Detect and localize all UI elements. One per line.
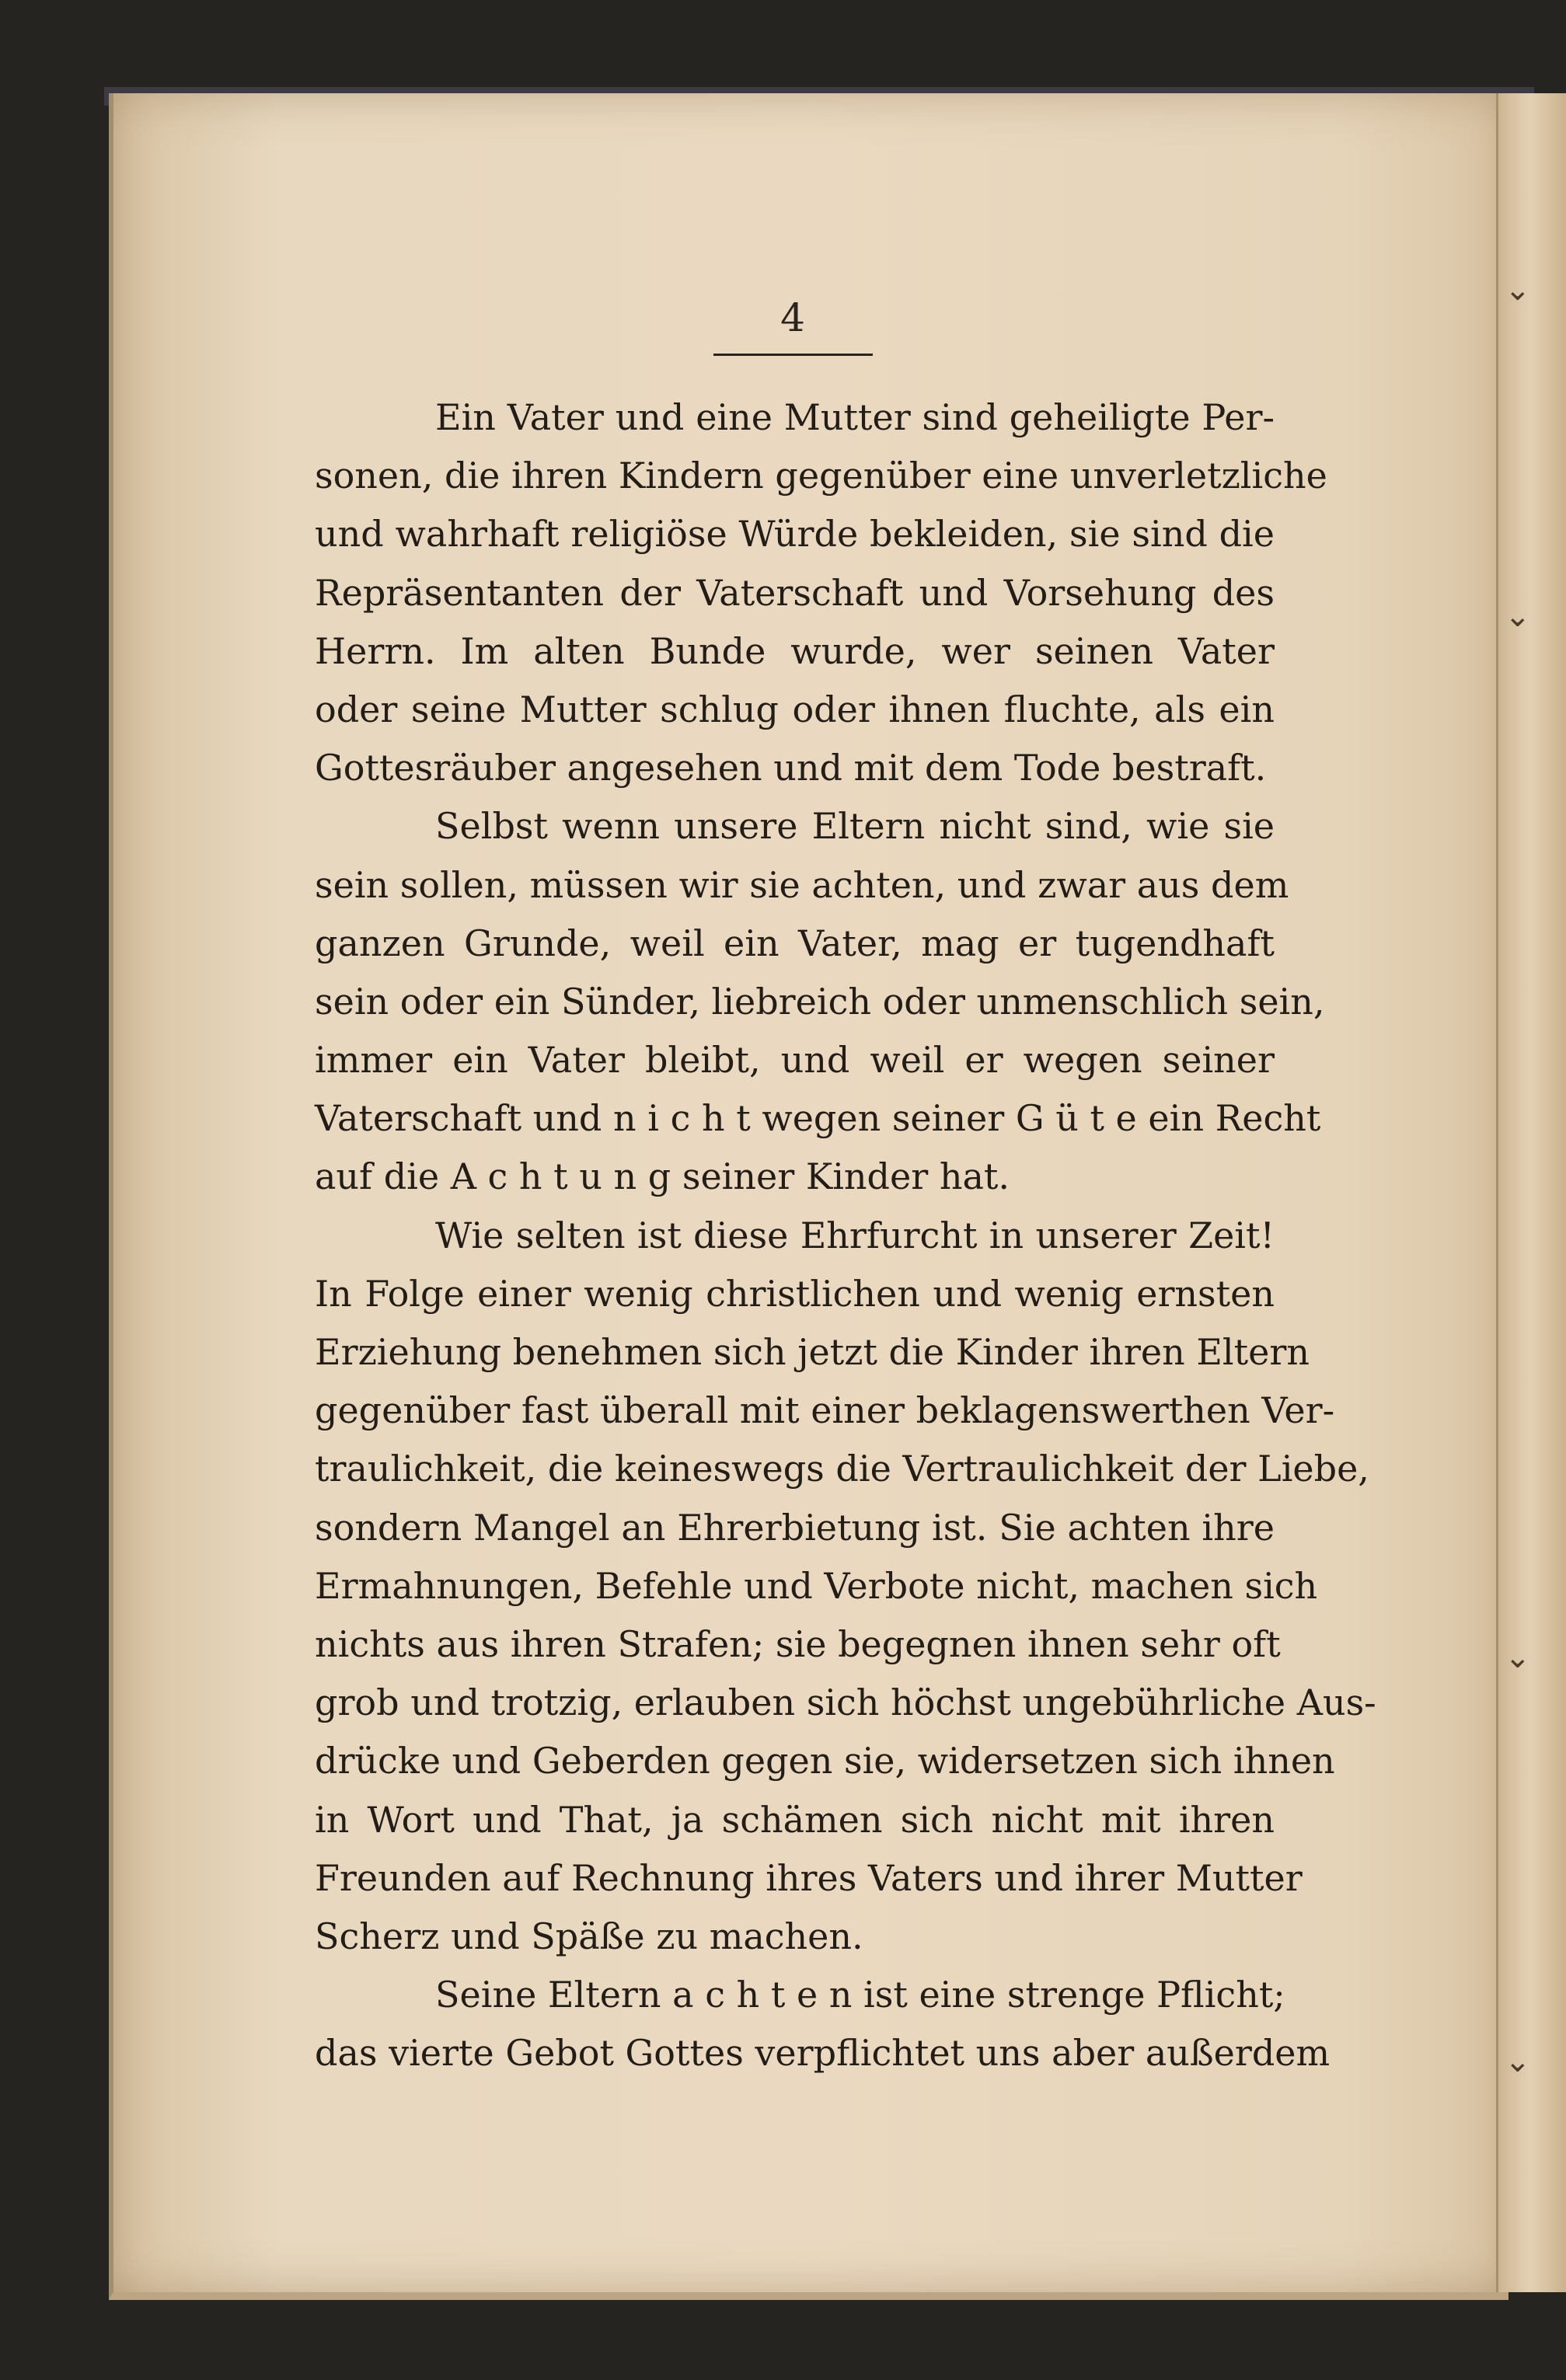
text-line: traulichkeit, die keineswegs die Vertraulichkeit der Liebe, — [315, 1448, 1369, 1490]
binding-thread-icon: ⌄ — [1505, 598, 1531, 634]
text-line: Vaterschaft und n i c h t wegen seiner G ü t e ein Recht — [315, 1097, 1321, 1140]
text-line: oder seine Mutter schlug oder ihnen fluchte, als ein — [315, 688, 1275, 730]
page-number: 4 — [780, 295, 805, 340]
text-line: Selbst wenn unsere Eltern nicht sind, wie sie — [435, 805, 1275, 848]
text-line: In Folge einer wenig christlichen und wenig ernsten — [315, 1272, 1275, 1315]
text-line: grob und trotzig, erlauben sich höchst ungebührliche Aus- — [315, 1681, 1376, 1724]
text-line: immer ein Vater bleibt, und weil er wegen seiner — [315, 1039, 1275, 1082]
binding-thread-icon: ⌄ — [1505, 272, 1531, 308]
text-line: das vierte Gebot Gottes verpflichtet uns aber außerdem — [315, 2032, 1331, 2075]
text-line: sein oder ein Sünder, liebreich oder unmenschlich sein, — [315, 980, 1325, 1023]
text-line: in Wort und That, ja schämen sich nicht mit ihren — [315, 1798, 1275, 1841]
text-line: sonen, die ihren Kindern gegenüber eine unverletzliche — [315, 455, 1327, 497]
book-gutter — [1496, 93, 1566, 2292]
text-line: Erziehung benehmen sich jetzt die Kinder ihren Eltern — [315, 1331, 1310, 1373]
body-text — [315, 389, 1376, 2082]
text-line: Scherz und Späße zu machen. — [315, 1915, 863, 1957]
text-line: gegenüber fast überall mit einer beklagenswerthen Ver- — [315, 1389, 1335, 1432]
text-line: Herrn. Im alten Bunde wurde, wer seinen Vater — [315, 629, 1275, 672]
text-line: drücke und Geberden gegen sie, widersetzen sich ihnen — [315, 1740, 1335, 1782]
text-line: sondern Mangel an Ehrerbietung ist. Sie achten ihre — [315, 1506, 1275, 1549]
page-number-rule — [713, 354, 873, 356]
binding-thread-icon: ⌄ — [1505, 1640, 1531, 1675]
text-line: und wahrhaft religiöse Würde bekleiden, sie sind die — [315, 513, 1275, 556]
text-line: Ein Vater und eine Mutter sind geheiligte Per- — [435, 396, 1275, 438]
text-line: Gottesräuber angesehen und mit dem Tode bestraft. — [315, 747, 1267, 789]
text-line: Seine Eltern a c h t e n ist eine strenge Pflicht; — [435, 1974, 1285, 2016]
text-line: Wie selten ist diese Ehrfurcht in unserer Zeit! — [435, 1214, 1275, 1256]
text-line: auf die A c h t u n g seiner Kinder hat. — [315, 1155, 1010, 1198]
text-line: nichts aus ihren Strafen; sie begegnen ihnen sehr oft — [315, 1622, 1281, 1665]
text-line: Ermahnungen, Befehle und Verbote nicht, machen sich — [315, 1564, 1318, 1607]
text-line: Repräsentanten der Vaterschaft und Vorsehung des — [315, 571, 1275, 614]
text-line: ganzen Grunde, weil ein Vater, mag er tugendhaft — [315, 922, 1275, 964]
text-line: sein sollen, müssen wir sie achten, und zwar aus dem — [315, 863, 1289, 906]
binding-thread-icon: ⌄ — [1505, 2044, 1531, 2079]
text-line: Freunden auf Rechnung ihres Vaters und ihrer Mutter — [315, 1856, 1303, 1899]
